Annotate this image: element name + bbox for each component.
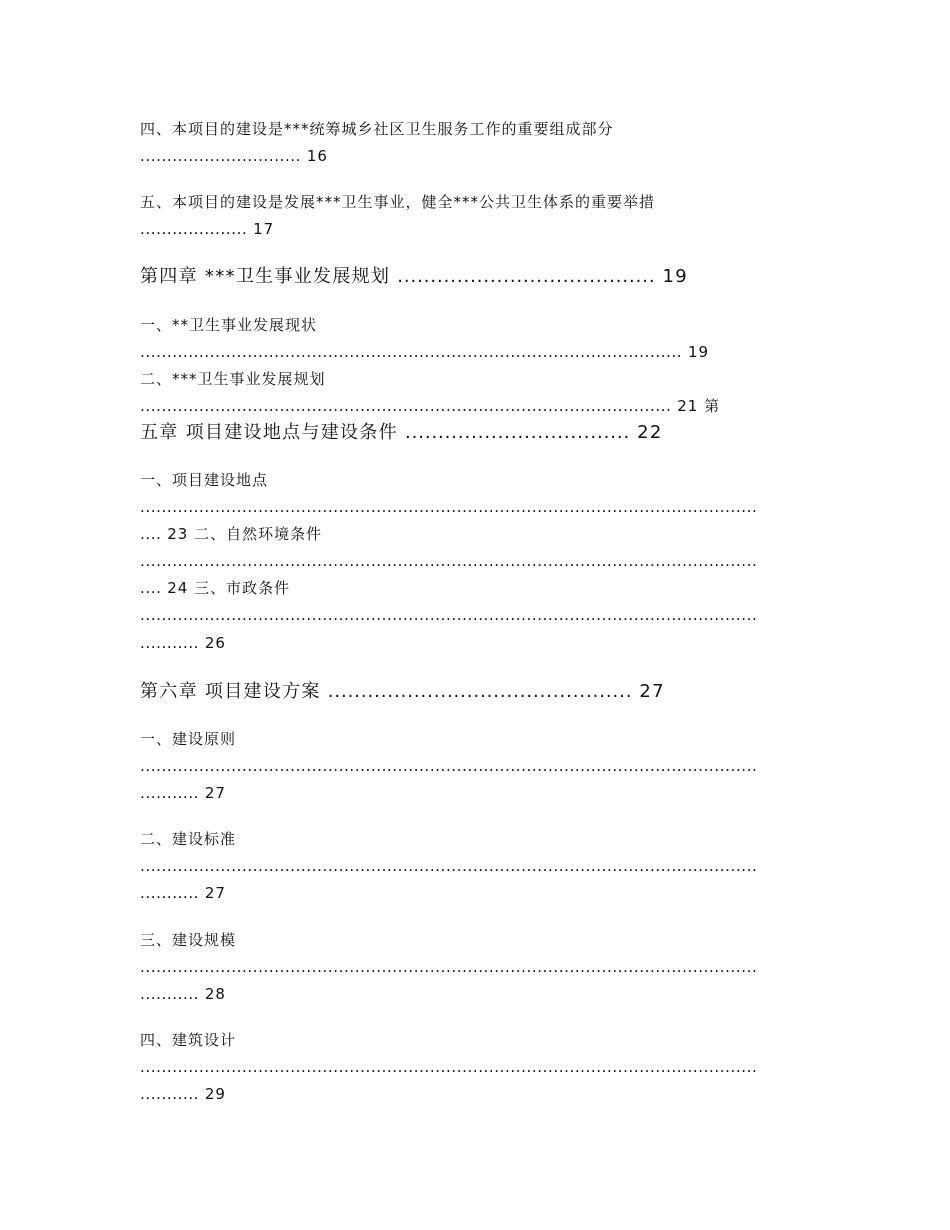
leader-dots: ........... bbox=[140, 884, 200, 902]
leader-dots: ................................................................................................................... bbox=[140, 552, 758, 570]
entry-title: 一、建设原则 bbox=[140, 730, 237, 748]
leader-dots: ..................................................................................................... bbox=[140, 343, 683, 361]
leader-dots: ................................................................................................................... bbox=[140, 606, 758, 624]
toc-leader-line bbox=[140, 984, 226, 1004]
leader-dots: ........... bbox=[140, 985, 200, 1003]
leader-dots: .................... bbox=[140, 220, 248, 238]
leader-dots: ................................................................................................................... bbox=[140, 1058, 758, 1076]
page-number: 16 bbox=[301, 147, 328, 165]
chapter-title: 第四章 ***卫生事业发展规划 bbox=[140, 266, 398, 287]
page-number: 19 bbox=[655, 266, 689, 287]
page-number: 24 三、市政条件 bbox=[161, 579, 291, 597]
leader-dots: ................................................................................................................... bbox=[140, 498, 758, 516]
toc-entry-text bbox=[140, 470, 268, 490]
toc-leader-line bbox=[140, 1084, 226, 1104]
leader-dots: ....................................... bbox=[397, 266, 656, 287]
chapter-title: 五章 项目建设地点与建设条件 bbox=[140, 422, 405, 443]
page-number: 27 bbox=[632, 681, 665, 702]
toc-entry-text bbox=[140, 930, 236, 950]
leader-dots: ........... bbox=[140, 634, 200, 652]
toc-leader-line bbox=[140, 396, 720, 416]
entry-title: 二、***卫生事业发展规划 bbox=[140, 370, 326, 388]
toc-leader-line bbox=[140, 524, 322, 544]
toc-entry-text bbox=[140, 315, 317, 335]
page-number: 29 bbox=[199, 1085, 226, 1103]
entry-title: 二、建设标准 bbox=[140, 830, 237, 848]
entry-title: 一、**卫生事业发展现状 bbox=[140, 316, 318, 334]
entry-title: 三、建设规模 bbox=[140, 931, 237, 949]
toc-leader-line bbox=[140, 633, 226, 653]
toc-leader-line bbox=[140, 756, 757, 776]
toc-entry-text bbox=[140, 1030, 236, 1050]
toc-chapter-heading bbox=[140, 265, 688, 289]
toc-leader-line bbox=[140, 146, 328, 166]
toc-leader-line bbox=[140, 605, 757, 625]
toc-leader-line bbox=[140, 219, 274, 239]
leader-dots: .... bbox=[140, 579, 162, 597]
leader-dots: ................................................................................................................... bbox=[140, 857, 758, 875]
chapter-title: 第六章 项目建设方案 bbox=[140, 681, 328, 702]
leader-dots: .............................. bbox=[140, 147, 302, 165]
leader-dots: .... bbox=[140, 525, 162, 543]
entry-title: 五、本项目的建设是发展***卫生事业，健全***公共卫生体系的重要举措 bbox=[140, 193, 656, 211]
toc-entry-text bbox=[140, 729, 236, 749]
entry-title: 四、本项目的建设是***统筹城乡社区卫生服务工作的重要组成部分 bbox=[140, 120, 614, 138]
toc-leader-line bbox=[140, 497, 757, 517]
leader-dots: ........... bbox=[140, 784, 200, 802]
page-number: 27 bbox=[199, 784, 226, 802]
page-number: 21 第 bbox=[671, 397, 721, 415]
leader-dots: ................................................................................................... bbox=[140, 397, 672, 415]
toc-leader-line bbox=[140, 957, 757, 977]
toc-leader-line bbox=[140, 551, 757, 571]
toc-entry-text bbox=[140, 369, 326, 389]
page-number: 28 bbox=[199, 985, 226, 1003]
toc-entry-text bbox=[140, 192, 655, 212]
leader-dots: .............................................. bbox=[327, 681, 633, 702]
page-number: 22 bbox=[630, 422, 663, 443]
toc-leader-line bbox=[140, 783, 226, 803]
leader-dots: ................................................................................................................... bbox=[140, 757, 758, 775]
page-number: 27 bbox=[199, 884, 226, 902]
toc-chapter-heading bbox=[140, 421, 663, 445]
toc-entry-text bbox=[140, 119, 614, 139]
toc-leader-line bbox=[140, 883, 226, 903]
entry-title: 一、项目建设地点 bbox=[140, 471, 269, 489]
toc-leader-line bbox=[140, 856, 757, 876]
toc-entry-text bbox=[140, 829, 236, 849]
leader-dots: .................................. bbox=[404, 422, 631, 443]
toc-chapter-heading bbox=[140, 680, 665, 704]
entry-title: 四、建筑设计 bbox=[140, 1031, 237, 1049]
page-number: 23 二、自然环境条件 bbox=[161, 525, 323, 543]
toc-leader-line bbox=[140, 578, 290, 598]
leader-dots: ........... bbox=[140, 1085, 200, 1103]
page-number: 19 bbox=[682, 343, 710, 361]
page-number: 26 bbox=[199, 634, 226, 652]
toc-leader-line bbox=[140, 1057, 757, 1077]
leader-dots: ................................................................................................................... bbox=[140, 958, 758, 976]
page-number: 17 bbox=[247, 220, 275, 238]
toc-leader-line bbox=[140, 342, 709, 362]
